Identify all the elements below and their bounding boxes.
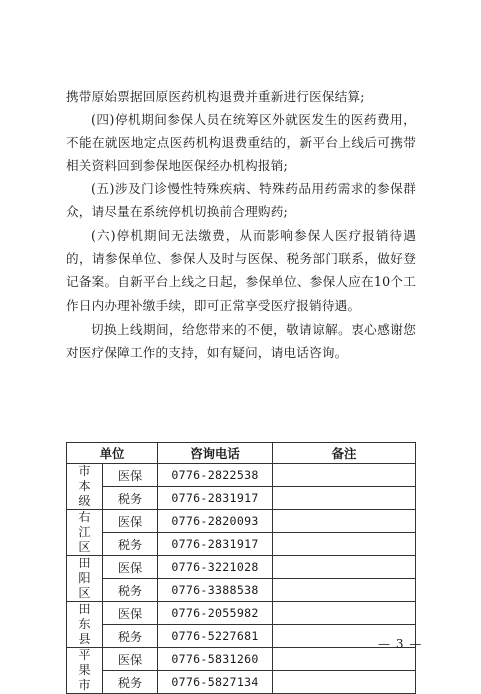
note-cell xyxy=(273,556,416,579)
dept-cell: 税务 xyxy=(103,625,158,648)
region-name: 平果市 xyxy=(78,648,91,693)
region-cell xyxy=(67,648,103,694)
header-note: 备注 xyxy=(273,443,416,464)
dept-cell: 医保 xyxy=(103,510,158,533)
phone-cell: 0776-2820093 xyxy=(158,510,273,533)
region-cell xyxy=(67,556,103,602)
dept-cell: 税务 xyxy=(103,671,158,694)
dept-cell: 税务 xyxy=(103,487,158,510)
paragraph-closing: 切换上线期间，给您带来的不便，敬请谅解。衷心感谢您对医疗保障工作的支持，如有疑问，请电话咨询。 xyxy=(66,322,416,361)
phone-cell: 0776-5831260 xyxy=(158,648,273,671)
paragraph-continuation: 携带原始票据回原医药机构退费并重新进行医保结算; xyxy=(66,89,365,104)
page-number: — 3 — xyxy=(378,637,423,651)
dept-cell: 医保 xyxy=(103,464,158,487)
region-name: 市本级 xyxy=(78,464,91,509)
table-row xyxy=(67,648,416,671)
dept-cell: 医保 xyxy=(103,602,158,625)
dept-cell: 税务 xyxy=(103,533,158,556)
phone-cell: 0776-2822538 xyxy=(158,464,273,487)
dept-cell: 医保 xyxy=(103,648,158,671)
table-row xyxy=(67,487,416,510)
table-row xyxy=(67,625,416,648)
phone-cell: 0776-2831917 xyxy=(158,533,273,556)
dept-cell: 税务 xyxy=(103,579,158,602)
phone-cell: 0776-3221028 xyxy=(158,556,273,579)
dept-cell: 医保 xyxy=(103,556,158,579)
phone-cell: 0776-5827134 xyxy=(158,671,273,694)
region-name: 田阳区 xyxy=(78,556,91,601)
region-name: 右江区 xyxy=(78,510,91,555)
note-cell xyxy=(273,648,416,671)
region-cell xyxy=(67,602,103,648)
phone-cell: 0776-3388538 xyxy=(158,579,273,602)
region-cell xyxy=(67,510,103,556)
paragraph-item-4: (四)停机期间参保人员在统筹区外就医发生的医药费用，不能在就医地定点医药机构退费重结的，新平台上线后可携带相关资料回到参保地医保经办机构报销; xyxy=(66,112,416,174)
contact-table xyxy=(66,442,416,694)
note-cell xyxy=(273,602,416,625)
phone-cell: 0776-2831917 xyxy=(158,487,273,510)
table-row xyxy=(67,579,416,602)
table-header-row xyxy=(67,443,416,464)
region-name: 田东县 xyxy=(78,602,91,647)
note-cell xyxy=(273,533,416,556)
table-row xyxy=(67,671,416,694)
note-cell xyxy=(273,464,416,487)
table-row xyxy=(67,464,416,487)
paragraph-item-6: (六)停机期间无法缴费，从而影响参保人医疗报销待遇的，请参保单位、参保人及时与医保、税务部门联系，做好登记备案。自新平台上线之日起，参保单位、参保人应在10个工作日内办理补缴手续，即可正常享受医疗报销待遇。 xyxy=(66,228,416,313)
note-cell xyxy=(273,487,416,510)
note-cell xyxy=(273,579,416,602)
region-cell xyxy=(67,464,103,510)
note-cell xyxy=(273,510,416,533)
table-row xyxy=(67,510,416,533)
header-unit: 单位 xyxy=(67,443,158,464)
paragraph-item-5: (五)涉及门诊慢性特殊疾病、特殊药品用药需求的参保群众，请尽量在系统停机切换前合理购药; xyxy=(66,181,416,220)
table-row xyxy=(67,533,416,556)
phone-cell: 0776-2055982 xyxy=(158,602,273,625)
phone-cell: 0776-5227681 xyxy=(158,625,273,648)
note-cell xyxy=(273,671,416,694)
table-row xyxy=(67,556,416,579)
table-row xyxy=(67,602,416,625)
header-phone: 咨询电话 xyxy=(158,443,273,464)
